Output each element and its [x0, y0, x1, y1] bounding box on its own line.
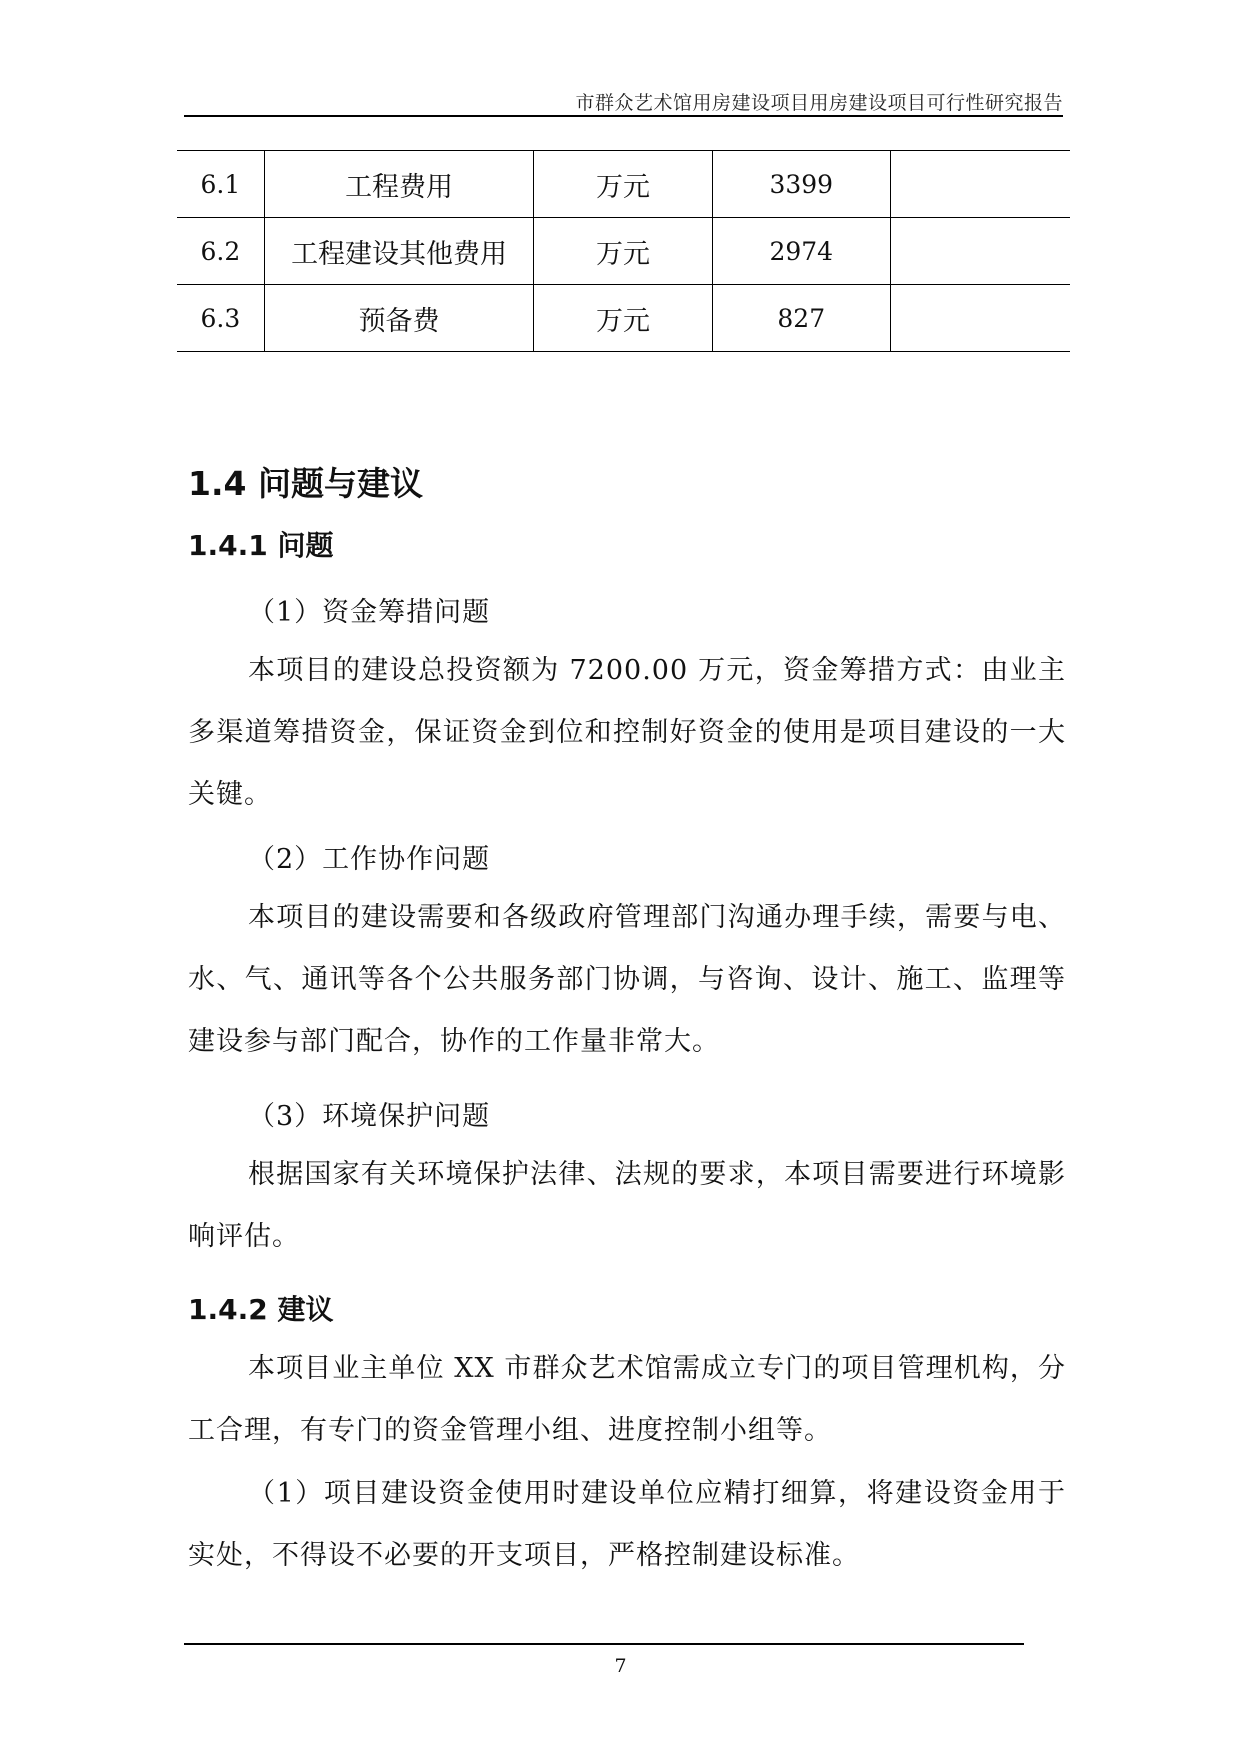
suggestion-intro: 本项目业主单位 XX 市群众艺术馆需成立专门的项目管理机构，分工合理，有专门的资金管理小组、进度控制小组等。 — [188, 1353, 1066, 1446]
problem-2-title: （2）工作协作问题 — [248, 844, 491, 875]
cost-note — [890, 285, 1070, 352]
table-row — [177, 151, 1070, 218]
row-number: 6.3 — [177, 285, 264, 352]
row-number: 6.2 — [177, 218, 264, 285]
problem-2-text: 本项目的建设需要和各级政府管理部门沟通办理手续，需要与电、水、气、通讯等各个公共服务部门协调，与咨询、设计、施工、监理等建设参与部门配合，协作的工作量非常大。 — [188, 902, 1066, 1057]
problem-3-title: （3）环境保护问题 — [248, 1101, 491, 1132]
cost-note — [890, 151, 1070, 218]
problem-1-text: 本项目的建设总投资额为 7200.00 万元，资金筹措方式：由业主多渠道筹措资金，保证资金到位和控制好资金的使用是项目建设的一大关键。 — [188, 655, 1066, 810]
cost-unit: 万元 — [534, 151, 712, 218]
table-row — [177, 218, 1070, 285]
header-rule — [184, 115, 1063, 117]
cost-note — [890, 218, 1070, 285]
problem-1-title: （1）资金筹措问题 — [248, 597, 491, 628]
cost-value: 3399 — [712, 151, 890, 218]
problem-3-text: 根据国家有关环境保护法律、法规的要求，本项目需要进行环境影响评估。 — [188, 1159, 1066, 1252]
cost-unit: 万元 — [534, 218, 712, 285]
table-row — [177, 285, 1070, 352]
section-heading: 1.4 问题与建议 — [188, 464, 423, 503]
cost-item-name: 工程费用 — [264, 151, 534, 218]
subsection-heading-problems: 1.4.1 问题 — [188, 529, 334, 562]
cost-value: 827 — [712, 285, 890, 352]
subsection-heading-suggestions: 1.4.2 建议 — [188, 1293, 334, 1326]
footer-rule — [184, 1643, 1024, 1645]
running-header: 市群众艺术馆用房建设项目用房建设项目可行性研究报告 — [575, 92, 1063, 114]
cost-table — [177, 150, 1070, 352]
cost-value: 2974 — [712, 218, 890, 285]
row-number: 6.1 — [177, 151, 264, 218]
page-number: 7 — [614, 1655, 627, 1677]
suggestion-1: （1）项目建设资金使用时建设单位应精打细算，将建设资金用于实处，不得设不必要的开支项目，严格控制建设标准。 — [188, 1478, 1066, 1571]
cost-item-name: 预备费 — [264, 285, 534, 352]
cost-item-name: 工程建设其他费用 — [264, 218, 534, 285]
cost-unit: 万元 — [534, 285, 712, 352]
